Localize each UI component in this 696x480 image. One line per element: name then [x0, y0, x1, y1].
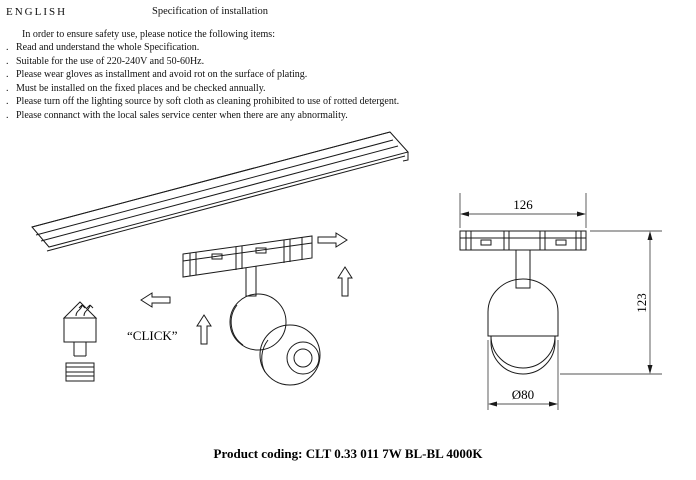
dimension-width-label: 126: [513, 197, 533, 212]
bullet-marker: .: [6, 109, 9, 121]
page-title: Specification of installation: [152, 6, 269, 17]
bullet-marker: .: [6, 42, 9, 53]
track-adapter-left: [183, 236, 312, 277]
list-item-label: Please wear gloves as installment and avoid rot on the surface of plating.: [16, 69, 308, 80]
dimension-height-label: 123: [634, 293, 649, 313]
bullet-marker: .: [6, 96, 9, 107]
language-label: ENGLISH: [6, 6, 68, 18]
list-item-label: Read and understand the whole Specification.: [16, 42, 200, 53]
luminaire-ball-perspective: [230, 266, 320, 385]
intro-text: In order to ensure safety use, please notice the following items:: [22, 29, 275, 40]
track-rail-perspective: [32, 132, 408, 251]
front-elevation-view: [460, 231, 586, 374]
dimension-height: [560, 231, 662, 374]
product-coding-label: Product coding: CLT 0.33 011 7W BL-BL 4000K: [213, 446, 483, 461]
dimension-diameter-label: Ø80: [511, 387, 535, 402]
list-item-label: Please turn off the lighting source by soft cloth as cleaning prohibited to use of rotted detergent.: [16, 96, 400, 107]
bullet-marker: .: [6, 55, 9, 67]
bullet-marker: .: [6, 69, 9, 80]
list-item-label: Please connanct with the local sales service center when there are any abnormality.: [16, 109, 348, 121]
list-item-label: Must be installed on the fixed places and be checked annually.: [16, 82, 266, 94]
dimension-diameter: [488, 340, 558, 410]
plug-insert-symbol: [64, 302, 96, 381]
click-label: “CLICK”: [127, 328, 178, 343]
bullet-marker: .: [6, 82, 9, 94]
list-item-label: Suitable for the use of 220-240V and 50-60Hz.: [16, 55, 205, 67]
dimension-width: [460, 193, 586, 228]
